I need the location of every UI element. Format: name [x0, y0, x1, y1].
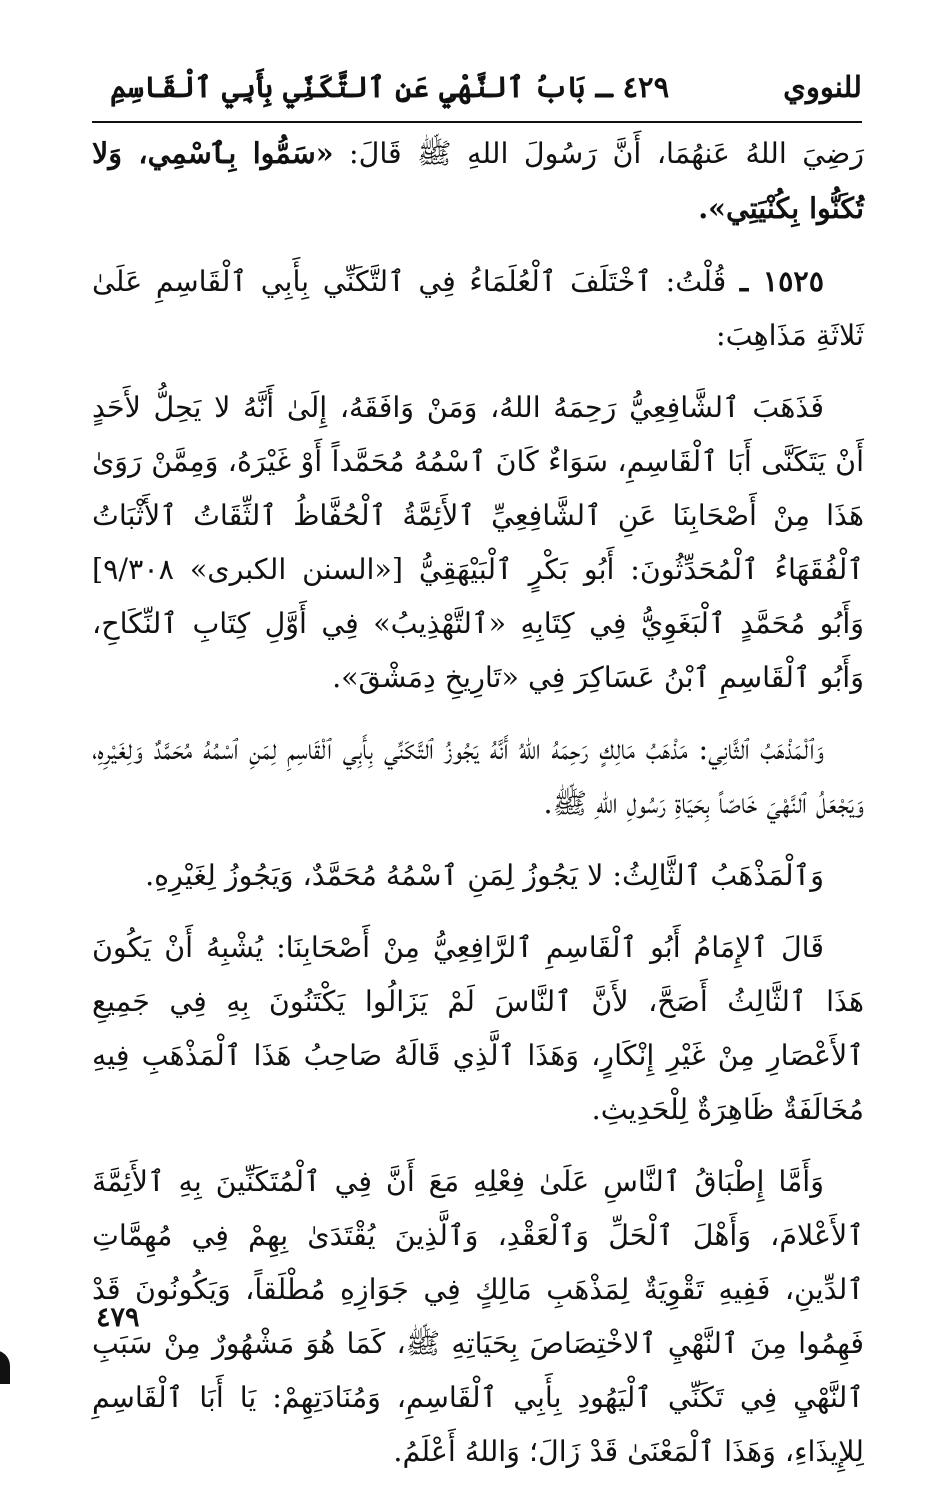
scan-corner-mark [0, 1350, 10, 1384]
paragraph-text: قُلْتُ: ٱخْتَلَفَ ٱلْعُلَمَاءُ فِي ٱلتَّكَنِّي بِأَبِي ٱلْقَاسِمِ عَلَىٰ ثَلاثَةِ مَذَاهِبَ: [92, 265, 864, 352]
paragraph-conclusion: وَأَمَّا إِطْبَاقُ ٱلنَّاسِ عَلَىٰ فِعْلِهِ مَعَ أَنَّ فِي ٱلْمُتَكَنِّينَ بِهِ ٱلأَئِمَّةَ ٱلأَعْلامَ، وَأَهْلَ ٱلْحَلِّ وَٱلْعَقْدِ، وَٱلَّذِينَ يُقْتَدَىٰ بِهِمْ فِي مُهِمَّاتِ ٱلدِّينِ، فَفِيهِ تَقْوِيَةٌ لِمَذْهَبِ مَالِكٍ فِي جَوَازِهِ مُطْلَقاً، وَيَكُونُونَ قَدْ فَهِمُوا مِنَ ٱلنَّهْيِ ٱلاخْتِصَاصَ بِحَيَاتِهِ ﷺ، كَمَا هُوَ مَشْهُورٌ مِنْ سَبَبِ ٱلنَّهْيِ فِي تَكَنِّي ٱلْيَهُودِ بِأَبِي ٱلْقَاسِمِ، وَمُنَادَتِهِمْ: يَا أَبَا ٱلْقَاسِمِ لِلإِيذَاءِ، وَهَذَا ٱلْمَعْنَىٰ قَدْ زَالَ؛ وَاللهُ أَعْلَمُ. [92, 1165, 864, 1468]
paragraph-first-madhhab: فَذَهَبَ ٱلشَّافِعِيُّ رَحِمَهُ اللهُ، وَمَنْ وَافَقَهُ، إِلَىٰ أَنَّهُ لا يَحِلُّ لأَحَدٍ أَنْ يَتَكَنَّى أَبَا ٱلْقَاسِمِ، سَوَاءٌ كَانَ ٱسْمُهُ مُحَمَّداً أَوْ غَيْرَهُ، وَمِمَّنْ رَوَىٰ هَذَا مِنْ أَصْحَابِنَا عَنِ ٱلشَّافِعِيِّ ٱلأَئِمَّةُ ٱلْحُفَّاظُ ٱلثِّقَاتُ ٱلأَثْبَاتُ ٱلْفُقَهَاءُ ٱلْمُحَدِّثُونَ: أَبُو بَكْرٍ ٱلْبَيْهَقِيُّ [«السنن الكبرى» ٩/٣٠٨] وَأَبُو مُحَمَّدٍ ٱلْبَغَوِيُّ فِي كِتَابِهِ «ٱلتَّهْذِيبُ» فِي أَوَّلِ كِتَابِ ٱلنِّكَاحِ، وَأَبُو ٱلْقَاسِمِ ٱبْنُ عَسَاكِرَ فِي «تَارِيخِ دِمَشْقَ». [92, 391, 864, 694]
paragraph-rafii-opinion: قَالَ ٱلإِمَامُ أَبُو ٱلْقَاسِمِ ٱلرَّافِعِيُّ مِنْ أَصْحَابِنَا: يُشْبِهُ أَنْ يَكُونَ هَذَا ٱلثَّالِثُ أَصَحَّ، لأَنَّ ٱلنَّاسَ لَمْ يَزَالُوا يَكْتَنُونَ بِهِ فِي جَمِيعِ ٱلأَعْصَارِ مِنْ غَيْرِ إِنْكَارٍ، وَهَذَا ٱلَّذِي قَالَهُ صَاحِبُ هَذَا ٱلْمَذْهَبِ فِيهِ مُخَالَفَةٌ ظَاهِرَةٌ لِلْحَدِيثِ. [92, 931, 864, 1126]
header-rule [92, 121, 862, 123]
paragraph-third-madhhab: وَٱلْمَذْهَبُ ٱلثَّالِثُ: لا يَجُوزُ لِمَنِ ٱسْمُهُ مُحَمَّدٌ، وَيَجُوزُ لِغَيْرِهِ. [145, 859, 824, 892]
hadith-lead: رَضِيَ اللهُ عَنهُمَا، أَنَّ رَسُولَ اللهِ ﷺ قَالَ: [333, 137, 864, 170]
paragraph-numbered [92, 254, 864, 363]
page-body [92, 126, 864, 1497]
paragraph-hadith-continuation [92, 126, 864, 236]
paragraph-number: ١٥٢٥ ـ [739, 264, 824, 298]
page-number: ٤٧٩ [96, 1302, 140, 1333]
running-header [92, 66, 862, 118]
paragraph-second-madhhab: وَٱلْمَذْهَبُ ٱلثَّانِي: مَذْهَبُ مَالِكٍ رَحِمَهُ اللهُ أَنَّهُ يَجُوزُ ٱلتَّكَنِّي بِأَبِي ٱلْقَاسِمِ لِمَنِ ٱسْمُهُ مُحَمَّدٌ وَلِغَيْرِهِ، وَيَجْعَلُ ٱلنَّهْيَ خَاصّاً بِحَيَاةِ رَسُولِ اللهِ ﷺ. [92, 733, 864, 820]
hadith-quote: «سَمُّوا بِٱسْمِي، وَلا تُكَنُّوا بِكُنْيَتِي». [92, 136, 864, 225]
header-chapter-title: ٤٢٩ ـ بَابُ ٱلنَّهْيِ عَنِ ٱلتَّكَنِّي بِأَبِي ٱلْقَاسِمِ [110, 70, 670, 104]
header-book-title: للنووي [783, 70, 862, 104]
